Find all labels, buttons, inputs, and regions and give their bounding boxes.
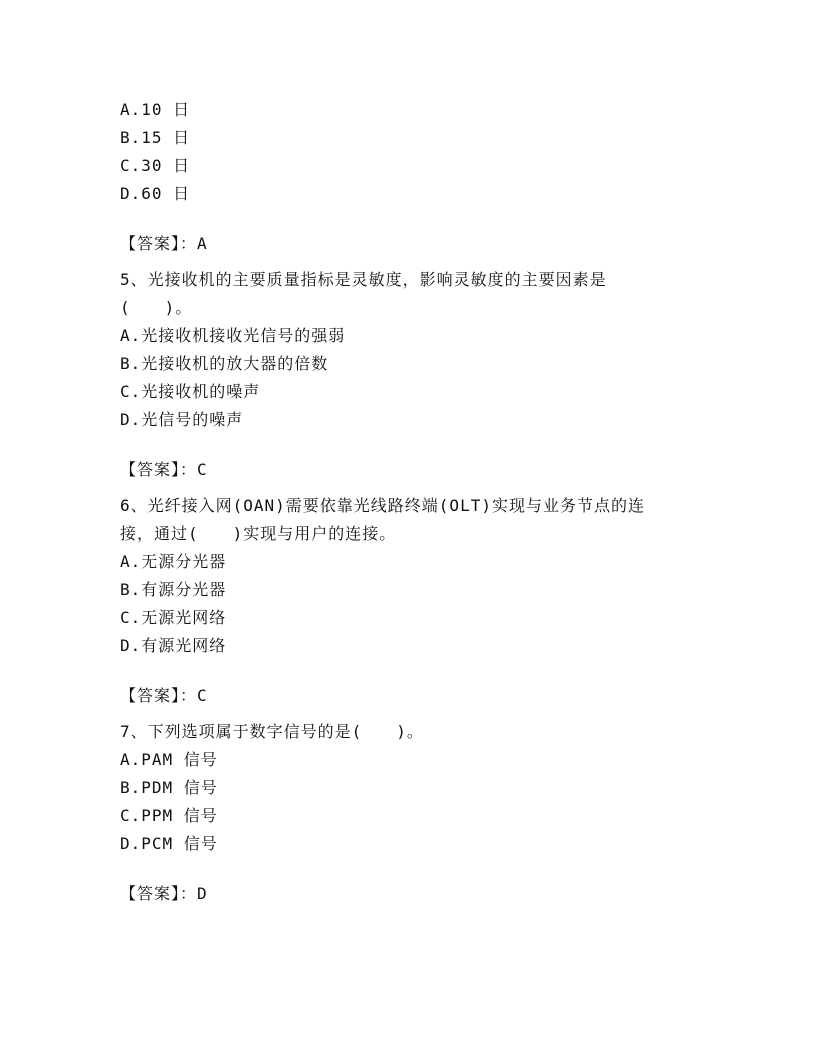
question-4 <box>120 96 710 258</box>
answer-line: 【答案】：D <box>120 884 208 903</box>
option-a: A.光接收机接收光信号的强弱 <box>120 326 346 345</box>
option-c: C.光接收机的噪声 <box>120 382 261 401</box>
option-b: B.光接收机的放大器的倍数 <box>120 354 329 373</box>
option-d: D.光信号的噪声 <box>120 410 244 429</box>
option-d: D.PCM 信号 <box>120 834 218 853</box>
option-d: D.60 日 <box>120 184 191 203</box>
option-b: B.15 日 <box>120 128 191 147</box>
answer-line: 【答案】：C <box>120 460 208 479</box>
option-a: A.10 日 <box>120 100 191 119</box>
option-b: B.有源分光器 <box>120 580 227 599</box>
question-stem: 5、光接收机的主要质量指标是灵敏度，影响灵敏度的主要因素是 <box>120 270 607 289</box>
question-5 <box>120 266 710 484</box>
question-stem-continued: ( )。 <box>120 298 193 317</box>
question-stem-continued: 接，通过( )实现与用户的连接。 <box>120 524 397 543</box>
question-stem: 7、下列选项属于数字信号的是( )。 <box>120 722 424 741</box>
answer-line: 【答案】：A <box>120 234 208 253</box>
option-a: A.无源分光器 <box>120 552 227 571</box>
question-6 <box>120 492 710 710</box>
question-7 <box>120 718 710 908</box>
question-stem: 6、光纤接入网(OAN)需要依靠光线路终端(OLT)实现与业务节点的连 <box>120 496 645 515</box>
document-page <box>120 96 710 908</box>
option-c: C.无源光网络 <box>120 608 227 627</box>
option-c: C.PPM 信号 <box>120 806 218 825</box>
answer-line: 【答案】：C <box>120 686 208 705</box>
option-d: D.有源光网络 <box>120 636 227 655</box>
option-a: A.PAM 信号 <box>120 750 218 769</box>
option-c: C.30 日 <box>120 156 191 175</box>
option-b: B.PDM 信号 <box>120 778 218 797</box>
